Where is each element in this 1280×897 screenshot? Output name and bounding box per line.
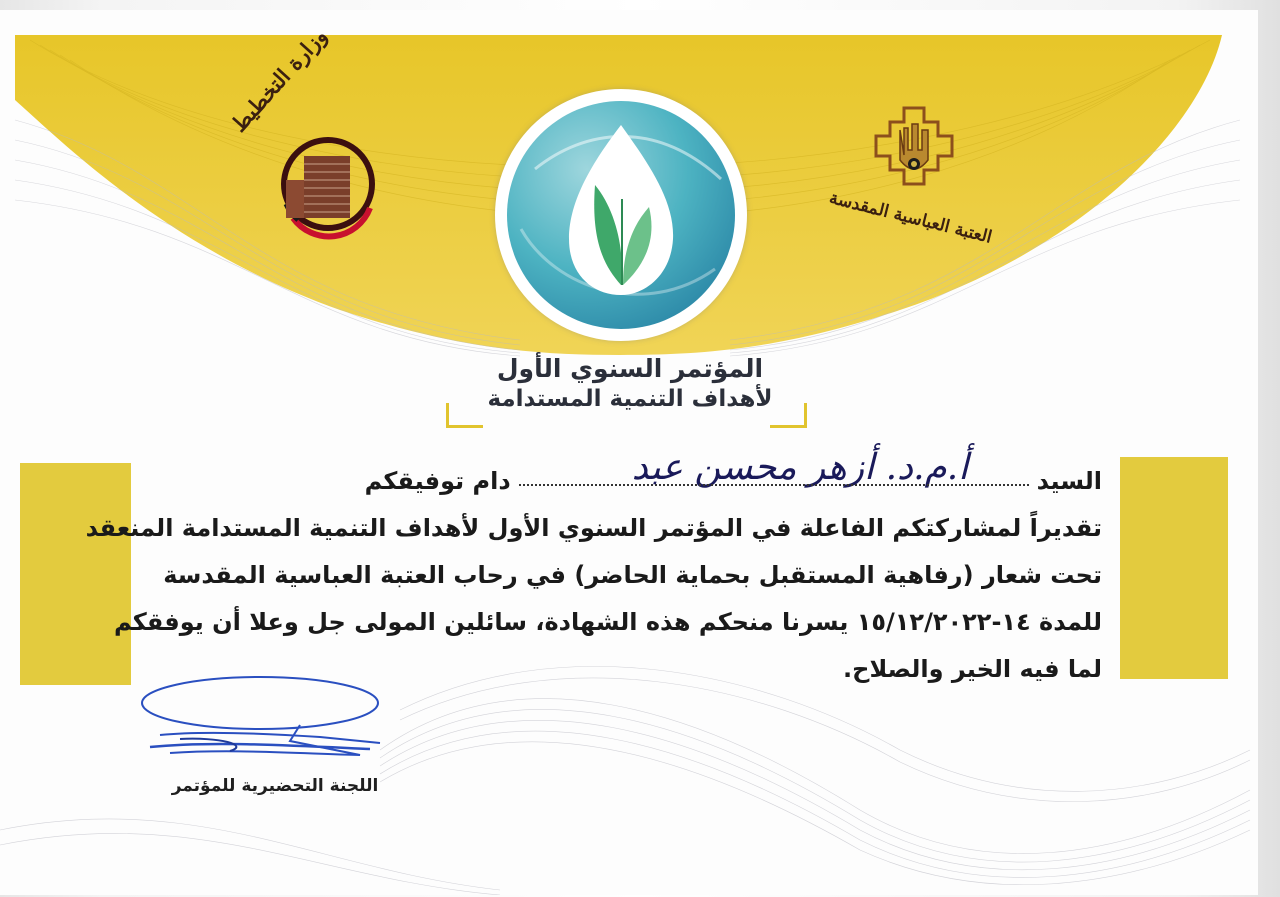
ministry-label: وزارة التخطيط: [226, 23, 332, 137]
certificate-paper: [0, 10, 1258, 895]
title-bracket-right: [770, 403, 807, 428]
conference-title-line2: لأهداف التنمية المستدامة: [487, 386, 773, 412]
certificate-body: [85, 458, 1102, 693]
left-yellow-bar: [20, 463, 131, 685]
signature-title: اللجنة التحضيرية للمؤتمر: [171, 776, 379, 796]
shrine-label: العتبة العباسية المقدسة: [827, 188, 994, 248]
conference-title-line1: المؤتمر السنوي الأول: [496, 354, 764, 383]
ministry-emblem: [238, 98, 388, 248]
body-line-1: تقديراً لمشاركتكم الفاعلة في المؤتمر السنوي الأول لأهداف التنمية المستدامة المنعقد: [85, 514, 1102, 542]
conference-logo: [495, 89, 747, 341]
closing-greeting: دام توفيقكم: [364, 467, 511, 495]
salutation-line: [140, 458, 1102, 505]
body-line-3: للمدة ١٤-١٥/١٢/٢٠٢٢ يسرنا منحكم هذه الشهادة، سائلين المولى جل وعلا أن يوفقكم: [113, 608, 1102, 636]
salutation: السيد: [1036, 467, 1102, 495]
right-yellow-bar: [1120, 457, 1228, 679]
name-dotted-line: [519, 458, 1029, 486]
recipient-name: أ.م.د. أزهر محسن عبد: [631, 447, 969, 488]
shrine-emblem: [866, 100, 962, 190]
body-line-4: لما فيه الخير والصلاح.: [843, 655, 1102, 683]
leaf-logo-icon: [495, 89, 747, 341]
body-line-2: تحت شعار (رفاهية المستقبل بحماية الحاضر) في رحاب العتبة العباسية المقدسة: [163, 561, 1102, 589]
signature-scribble: [140, 675, 420, 775]
title-bracket-left: [446, 403, 483, 428]
